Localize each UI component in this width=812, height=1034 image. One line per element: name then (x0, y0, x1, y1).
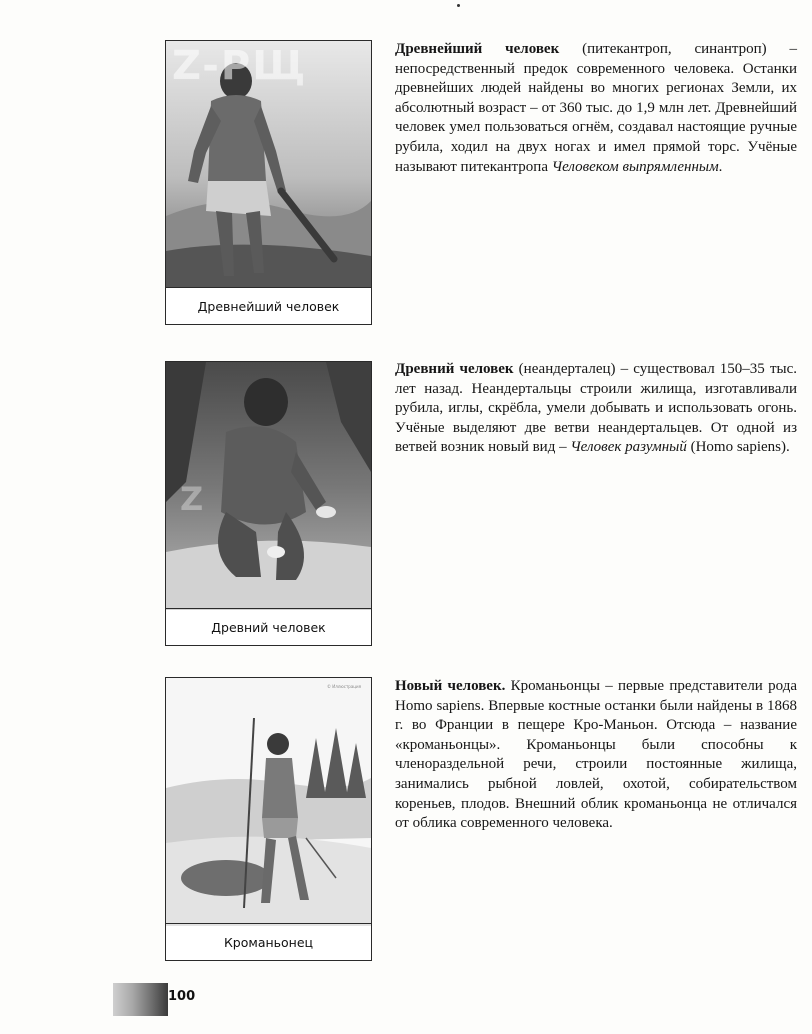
italic-term: Человеком выпрямленным (551, 158, 719, 175)
term: Новый человек. (395, 678, 506, 694)
cro-magnon-image (166, 678, 371, 926)
paragraph-neanderthal (395, 360, 797, 458)
term: Древнейший человек (395, 41, 560, 57)
figure-neanderthal (165, 361, 372, 646)
figure-homo-erectus (165, 40, 372, 325)
figure-caption: Древний человек (166, 608, 371, 645)
paragraph-homo-erectus (395, 40, 797, 177)
italic-term: Человек разумный (570, 439, 687, 456)
page-number: 100 (168, 989, 196, 1004)
paragraph-cro-magnon (395, 677, 797, 834)
paragraph-body: Кроманьонцы – первые представители рода Homo sapiens. Впервые костные останки были найдены в 1868 г. во Франции в пещере Кро-Маньон. Отсюда – название «кроманьонцы». Кроманьонцы были способны к членораздельной речи, строили постоянные жилища, занимались рыбной ловлей, охотой, собирательством кореньев, плодов. Внешний облик кроманьонца не отличался от облика современного человека. (395, 678, 797, 832)
neanderthal-image (166, 362, 371, 610)
term: Древний человек (395, 361, 514, 377)
homo-erectus-image (166, 41, 371, 288)
paragraph-tail: . (718, 158, 723, 175)
page-number-tab (113, 983, 168, 1016)
paragraph-body: (неандерталец) – существовал 150–35 тыс. лет назад. Неандертальцы строили жилища, изготавливали рубила, иглы, скрёбла, умели добывать и использовать огонь. Учёные выделяют две ветви неандертальцев. От одной из ветвей возник новый вид – (395, 361, 797, 456)
paragraph-tail: (Homo sapiens). (686, 439, 790, 456)
figure-caption: Древнейший человек (166, 287, 371, 324)
figure-cro-magnon (165, 677, 372, 961)
figure-caption: Кроманьонец (166, 923, 371, 960)
watermark: Z (180, 480, 204, 518)
image-credit: © Иллюстрация (327, 684, 361, 689)
print-mark (457, 4, 460, 7)
paragraph-body: (питекантроп, синантроп) – непосредственный предок современного человека. Останки древнейших людей найдены во многих регионах Земли, их абсолютный возраст – от 360 тыс. до 1,9 млн лет. Древнейший человек умел пользоваться огнём, создавал настоящие ручные рубила, ходил на двух ногах и имел прямой торс. Учёные называют питекантропа (395, 41, 797, 175)
watermark: Z-PЩ (172, 43, 308, 89)
